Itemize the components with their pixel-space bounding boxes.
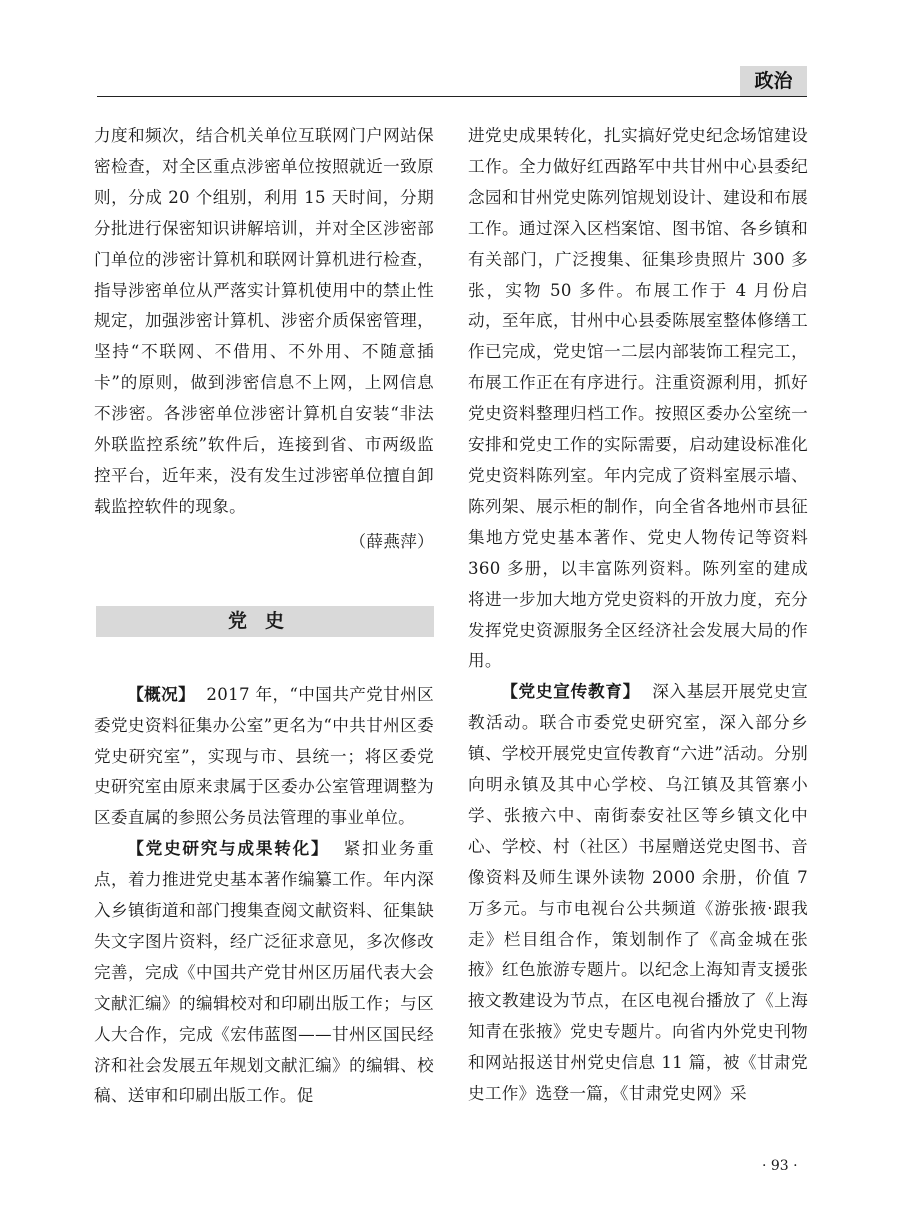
paragraph-secrecy: 力度和频次，结合机关单位互联网门户网站保密检查，对全区重点涉密单位按照就近一致原则，分成 20 个组别，利用 15 天时间，分期分批进行保密知识讲解培训，并对全区涉密部门单位的涉密计算机和联网计算机进行检查，指导涉密单位从严落实计算机使用中的禁止性规定，加强涉密计算机、涉密介质保密管理，坚持“不联网、不借用、不外用、不随意插卡”的原则，做到涉密信息不上网，上网信息不涉密。各涉密单位涉密计算机自安装“非法外联监控系统”软件后，连接到省、市两级监控平台，近年来，没有发生过涉密单位擅自卸载监控软件的现象。	[94, 126, 434, 516]
section-tab: 政治	[740, 66, 807, 96]
paragraph-education	[468, 677, 808, 1110]
header-rule	[97, 96, 807, 97]
paragraph-overview	[94, 680, 434, 835]
overview-heading: 【概况】	[127, 684, 196, 704]
section-title: 党史	[96, 606, 434, 637]
education-body: 深入基层开展党史宣教活动。联合市委党史研究室，深入部分乡镇、学校开展党史宣传教育“六进”活动。分别向明永镇及其中心学校、乌江镇及其管寨小学、张掖六中、南街泰安社区等乡镇文化中心、学校、村（社区）书屋赠送党史图书、音像资料及师生课外读物 2000 余册，价值 7 万多元。与市电视台公共频道《游张掖·跟我走》栏目组合作，策划制作了《高金城在张掖》红色旅游专题片。以纪念上海知青支援张掖文教建设为节点，在区电视台播放了《上海知青在张掖》党史专题片。向省内外党史刊物和网站报送甘州党史信息 11 篇，被《甘肃党史工作》选登一篇，《甘肃党史网》采	[468, 682, 808, 1104]
overview-body: 2017 年，“中国共产党甘州区委党史资料征集办公室”更名为“中共甘州区委党史研究室”，实现与市、县统一；将区委党史研究室由原来隶属于区委办公室管理调整为区委直属的参照公务员法管理的事业单位。	[94, 684, 435, 828]
research-body: 紧扣业务重点，着力推进党史基本著作编纂工作。年内深入乡镇街道和部门搜集查阅文献资料、征集缺失文字图片资料，经广泛征求意见，多次修改完善，完成《中国共产党甘州区历届代表大会文献汇编》的编辑校对和印刷出版工作；与区人大合作，完成《宏伟蓝图——甘州区国民经济和社会发展五年规划文献汇编》的编辑、校稿、送审和印刷出版工作。促	[94, 839, 434, 1106]
byline: （薛燕萍）	[349, 531, 434, 551]
paragraph-research-continued: 进党史成果转化，扎实搞好党史纪念场馆建设工作。全力做好红西路军中共甘州中心县委纪念园和甘州党史陈列馆规划设计、建设和布展工作。通过深入区档案馆、图书馆、各乡镇和有关部门，广泛搜集、征集珍贵照片 300 多张，实物 50 多件。布展工作于 4 月份启动，至年底，甘州中心县委陈展室整体修缮工作已完成，党史馆一二层内部装饰工程完工，布展工作正在有序进行。注重资源利用，抓好党史资料整理归档工作。按照区委办公室统一安排和党史工作的实际需要，启动建设标准化党史资料陈列室。年内完成了资料室展示墙、陈列架、展示柜的制作，向全省各地州市县征集地方党史基本著作、党史人物传记等资料 360 多册，以丰富陈列资料。陈列室的建成将进一步加大地方党史资料的开放力度，充分发挥党史资源服务全区经济社会发展大局的作用。	[468, 126, 808, 671]
education-heading: 【党史宣传教育】	[501, 682, 641, 702]
left-column	[94, 121, 434, 1112]
paragraph-research	[94, 834, 434, 1112]
research-heading: 【党史研究与成果转化】	[127, 839, 330, 859]
right-column	[468, 121, 808, 1110]
page-number: · 93 ·	[762, 1158, 798, 1174]
